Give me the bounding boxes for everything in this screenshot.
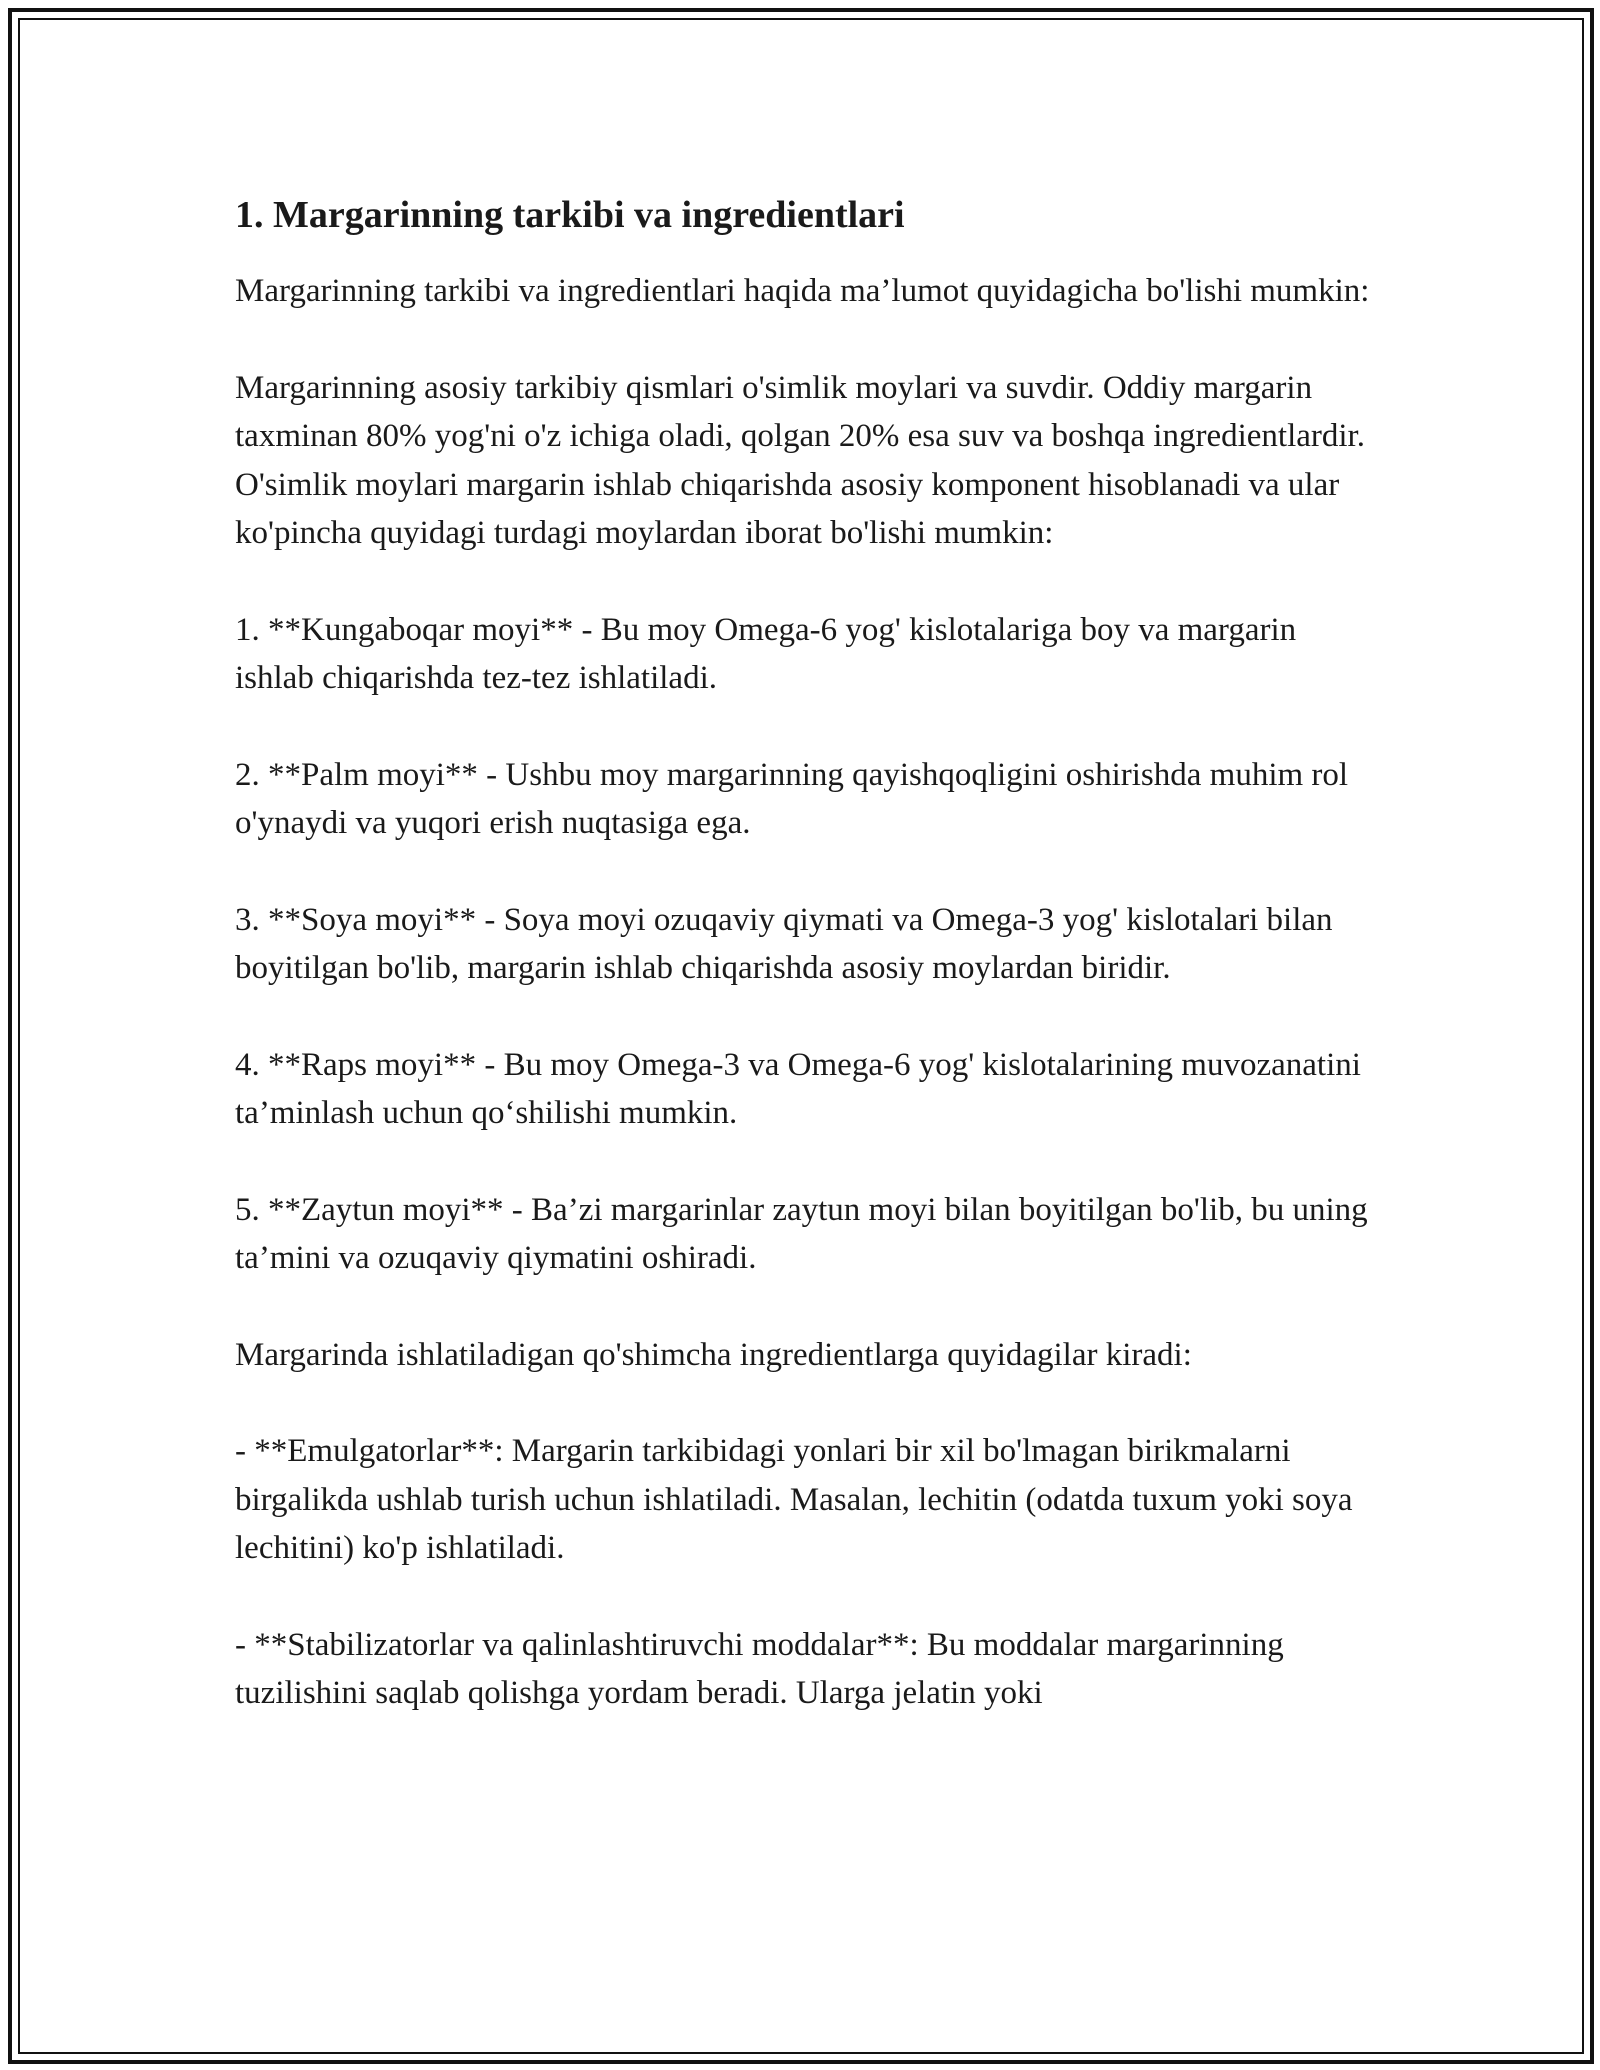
- list-item-sunflower-oil: 1. **Kungaboqar moyi** - Bu moy Omega-6 yog' kislotalariga boy va margarin ishlab chiqarishda tez-tez ishlatiladi.: [235, 611, 1297, 696]
- list-item-soy-oil: 3. **Soya moyi** - Soya moyi ozuqaviy qiymati va Omega-3 yog' kislotalari bilan boyitilgan bo'lib, margarin ishlab chiqarishda asosiy moylardan biridir.: [235, 901, 1333, 986]
- list-item-palm-oil: 2. **Palm moyi** - Ushbu moy margarinning qayishqoqligini oshirishda muhim rol o'ynaydi va yuqori erish nuqtasiga ega.: [235, 756, 1349, 841]
- additional-ingredients-paragraph: Margarinda ishlatiladigan qo'shimcha ingredientlarga quyidagilar kiradi:: [235, 1336, 1192, 1373]
- list-item-rapeseed-oil: 4. **Raps moyi** - Bu moy Omega-3 va Omega-6 yog' kislotalarining muvozanatini ta’minlash uchun qo‘shilishi mumkin.: [235, 1046, 1361, 1131]
- intro-paragraph: Margarinning tarkibi va ingredientlari haqida ma’lumot quyidagicha bo'lishi mumkin:: [235, 273, 1370, 309]
- section-heading: 1. Margarinning tarkibi va ingredientlari: [235, 194, 905, 236]
- document-body: [235, 185, 1375, 1718]
- bullet-emulsifiers: - **Emulgatorlar**: Margarin tarkibidagi yonlari bir xil bo'lmagan birikmalarni birgalikda ushlab turish uchun ishlatiladi. Masalan, lechitin (odatda tuxum yoki soya lechitini) ko'p ishlatiladi.: [235, 1433, 1353, 1566]
- list-item-olive-oil: 5. **Zaytun moyi** - Ba’zi margarinlar zaytun moyi bilan boyitilgan bo'lib, bu uning ta’mini va ozuqaviy qiymatini oshiradi.: [235, 1191, 1368, 1276]
- bullet-stabilizers: - **Stabilizatorlar va qalinlashtiruvchi moddalar**: Bu moddalar margarinning tuzilishini saqlab qolishga yordam beradi. Ularga jelatin yoki: [235, 1626, 1284, 1711]
- composition-paragraph: Margarinning asosiy tarkibiy qismlari o'simlik moylari va suvdir. Oddiy margarin taxminan 80% yog'ni o'z ichiga oladi, qolgan 20% esa suv va boshqa ingredientlardir. O'simlik moylari margarin ishlab chiqarishda asosiy komponent hisoblanadi va ular ko'pincha quyidagi turdagi moylardan iborat bo'lishi mumkin:: [235, 369, 1365, 551]
